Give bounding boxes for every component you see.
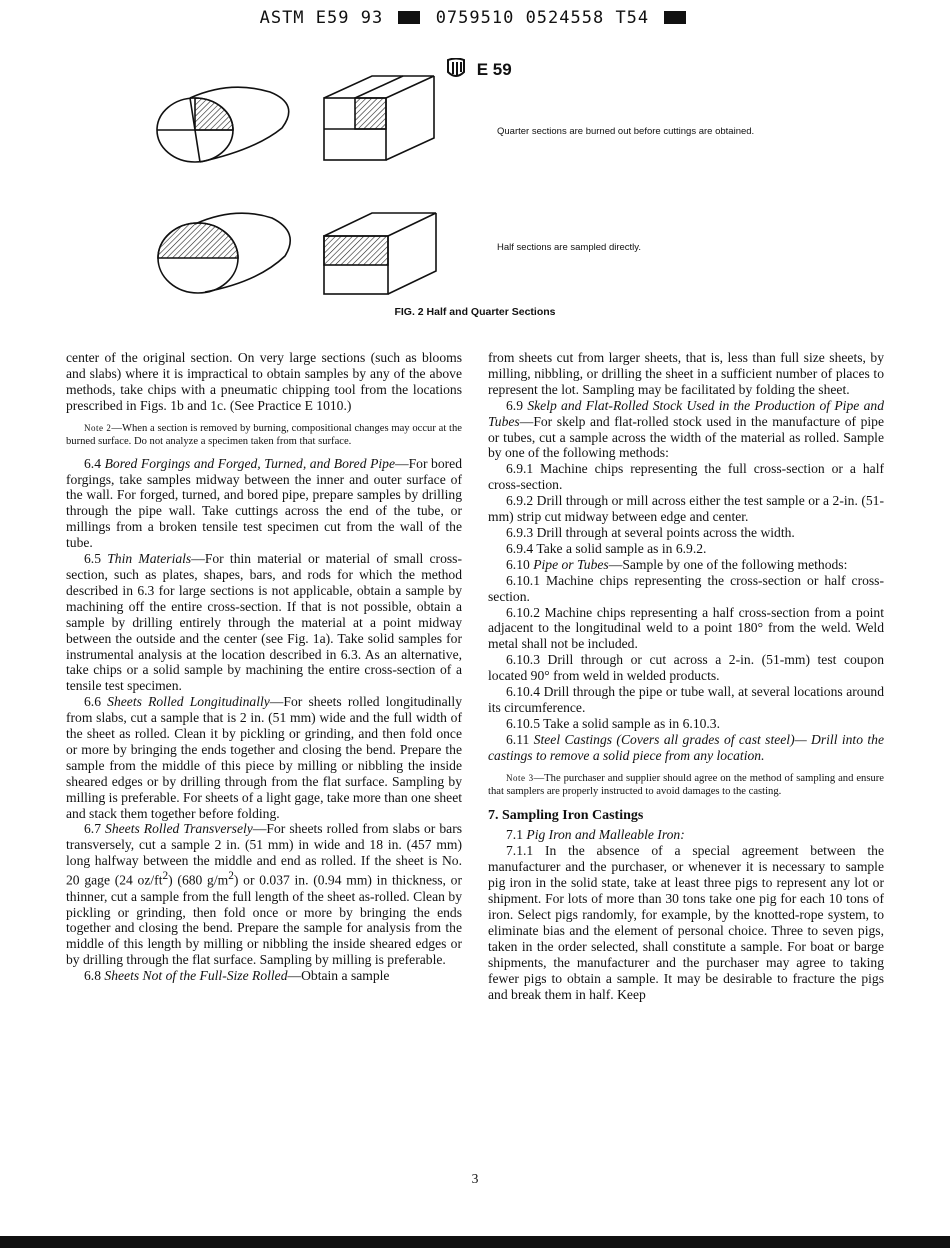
section-title: Thin Materials	[107, 551, 192, 567]
section-text: —For sheets rolled longitudinally from slabs, cut a sample that is 2 in. (51 mm) wide and the full width of the sheet as rolled. Clean it by pickling or grinding, and then fold once or more by bringing the ends together and closing the bend. Prepare the sample from the middle of this piece by milling or nibbling the inside sheared edges or by drilling through from the flat surface. Sampling by milling is preferable. For sheets of a light gage, take more than one sheet and stack them together before folding.	[66, 694, 462, 821]
header-serial: 0759510 0524558 T54	[435, 8, 650, 28]
quarter-bar-drawing	[324, 76, 434, 160]
section-6-9	[488, 398, 884, 462]
section-6-9-4: 6.9.4 Take a solid sample as in 6.9.2.	[506, 540, 707, 556]
figure-note-quarter: Quarter sections are burned out before cuttings are obtained.	[497, 126, 755, 137]
section-6-9-3: 6.9.3 Drill through at several points across the width.	[506, 524, 795, 540]
section-7-1-1: 7.1.1 In the absence of a special agreement between the manufacturer and the purchaser, or whenever it is necessary to sample pig iron in the solid state, take at least three pigs to represent any lot or shipment. For lots of more than 30 tons take one pig for each 10 tons of iron. Select pigs randomly, for example, by the knotted-rope system, to eliminate bias and the element of personal choice. Three to seven pigs, taken in the order selected, shall constitute a sample. For boat or barge shipments, the manufacturer and the purchaser may agree to taking fewer pigs to obtain a sample. It may be desirable to fracture the pigs and break them in half. Keep	[488, 843, 884, 1002]
section-number: 6.4	[84, 455, 101, 471]
section-7-heading: 7. Sampling Iron Castings	[488, 807, 644, 823]
figure-2-drawing	[0, 0, 950, 320]
section-title: Skelp and Flat-Rolled Stock Used in the Production of Pipe and Tubes	[488, 397, 884, 429]
note-label: Note 2	[84, 422, 112, 433]
section-6-7	[66, 821, 462, 968]
section-number: 6.10	[506, 556, 530, 572]
left-column	[66, 350, 462, 984]
section-6-10-1: 6.10.1 Machine chips representing the cross-section or half cross-section.	[488, 572, 884, 604]
section-title: Pig Iron and Malleable Iron:	[526, 827, 685, 843]
note-label: Note 3	[506, 772, 534, 783]
section-6-9-1: 6.9.1 Machine chips representing the full cross-section or a half cross-section.	[488, 461, 884, 493]
note-3	[488, 772, 884, 798]
section-title: Sheets Not of the Full-Size Rolled	[104, 968, 288, 984]
section-7-1	[488, 827, 884, 843]
section-6-10	[488, 557, 884, 573]
section-text: ) or 0.037 in. (0.94 mm) in thickness, or thinner, cut a sample from the full length of the sheet as-rolled. Clean by pickling or grinding, then fold once or more by bringing the ends together and closing the bend. Prepare the sample for analysis from the middle of this length by milling or nibbling the inside sheared edges or by drilling through the flat surface. Sampling by milling is preferable.	[66, 872, 463, 968]
section-6-10-5: 6.10.5 Take a solid sample as in 6.10.3.	[506, 715, 721, 731]
section-6-10-4: 6.10.4 Drill through the pipe or tube wall, at several locations around its circumference.	[488, 684, 884, 715]
section-6-9-2: 6.9.2 Drill through or mill across either the test sample or a 2-in. (51-mm) strip cut midway between edge and center.	[488, 493, 884, 525]
figure-caption: FIG. 2 Half and Quarter Sections	[394, 306, 556, 318]
superscript: 2	[228, 870, 234, 883]
section-number: 6.11	[506, 731, 530, 747]
section-number: 6.6	[84, 694, 101, 710]
section-text: —For thin material or material of small cross-section, such as plates, shapes, bars, and rods for which the method described in 6.3 for large sections is not applicable, obtain a sample by machining off the entire cross-section. If that is not possible, obtain a sample by drilling entirely through the material at a point midway between the outside and the center (see Fig. 1a). Take solid samples for instrumental analysis at the location described in 6.3. As an alternative, take chips or a solid sample by machining the entire cross-section of a tensile test specimen.	[66, 551, 462, 694]
section-number: 6.7	[84, 821, 101, 837]
section-text: —Sample by one of the following methods:	[608, 556, 848, 572]
section-text: —For bored forgings, take samples midway between the inner and outer surface of the wall. For forged, turned, and bored pipe, prepare samples by drilling through the pipe wall. Take cuttings across the end of the tube, or millings from a broken tensile test specimen cut from the wall of the tube.	[66, 455, 463, 551]
section-text: —For sheets rolled from slabs or bars transversely, cut a sample 2 in. (51 mm) in wide and 18 in. (457 mm) long halfway between the middle and end as rolled. If the sheet is No. 20 gage (24 oz/ft	[66, 821, 463, 888]
paragraph: center of the original section. On very large sections (such as blooms and slabs) where it is impractical to obtain samples by any of the above methods, take chips with a pneumatic chipping tool from the locations prescribed in Figs. 1b and 1c. (See Practice E 1010.)	[66, 350, 462, 413]
section-title: Steel Castings (Covers all grades of cast steel)— Drill into the castings to remove a solid piece from any location.	[488, 731, 884, 763]
page-number: 3	[471, 1171, 479, 1186]
section-title: Pipe or Tubes	[533, 556, 609, 572]
section-number: 6.8	[84, 968, 101, 984]
section-6-6	[66, 694, 462, 821]
section-title: Sheets Rolled Transversely	[105, 821, 253, 837]
section-title: Sheets Rolled Longitudinally	[107, 694, 270, 710]
section-number: 7.1	[506, 827, 523, 843]
half-bar-drawing	[324, 213, 436, 294]
figure-note-half: Half sections are sampled directly.	[497, 242, 641, 253]
section-6-10-2: 6.10.2 Machine chips representing a half cross-section from a point adjacent to the longitudinal weld to a point 180° from the weld. Weld metal shall not be included.	[488, 604, 884, 652]
paragraph: from sheets cut from larger sheets, that is, less than full size sheets, by milling, nibbling, or drilling the sheet in a sufficient number of places to represent the lot. Sampling may be facilitated by folding the sheet.	[488, 350, 884, 397]
quarter-cylinder-drawing	[157, 87, 289, 162]
note-text: —When a section is removed by burning, compositional changes may occur at the burned surface. Do not analyze a specimen taken from that surface.	[66, 422, 463, 447]
note-2	[66, 422, 462, 448]
section-6-8	[66, 968, 462, 984]
right-column	[488, 350, 884, 1002]
section-6-5	[66, 551, 462, 694]
section-number: 6.9	[506, 397, 523, 413]
half-cylinder-drawing	[158, 213, 290, 293]
section-text: ) (680 g/m	[168, 872, 229, 888]
section-text: —For skelp and flat-rolled stock used in the manufacture of pipe or tubes, cut a sample across the width of the material as rolled. Sample by one of the following methods:	[488, 413, 884, 461]
section-title: Bored Forgings and Forged, Turned, and Bored Pipe	[104, 455, 395, 471]
section-6-4	[66, 456, 462, 551]
bottom-border	[0, 1236, 950, 1248]
section-number: 6.5	[84, 551, 101, 567]
section-6-10-3: 6.10.3 Drill through or cut across a 2-in. (51-mm) test coupon located 90° from weld in welded products.	[488, 652, 884, 684]
header-code: ASTM E59 93	[259, 8, 384, 28]
section-text: —Obtain a sample	[287, 968, 390, 984]
superscript: 2	[162, 870, 169, 883]
designation-number: E 59	[476, 60, 512, 79]
section-6-11	[488, 732, 884, 764]
note-text: —The purchaser and supplier should agree on the method of sampling and ensure that samplers are properly instructed to avoid damages to the casting.	[488, 772, 884, 797]
